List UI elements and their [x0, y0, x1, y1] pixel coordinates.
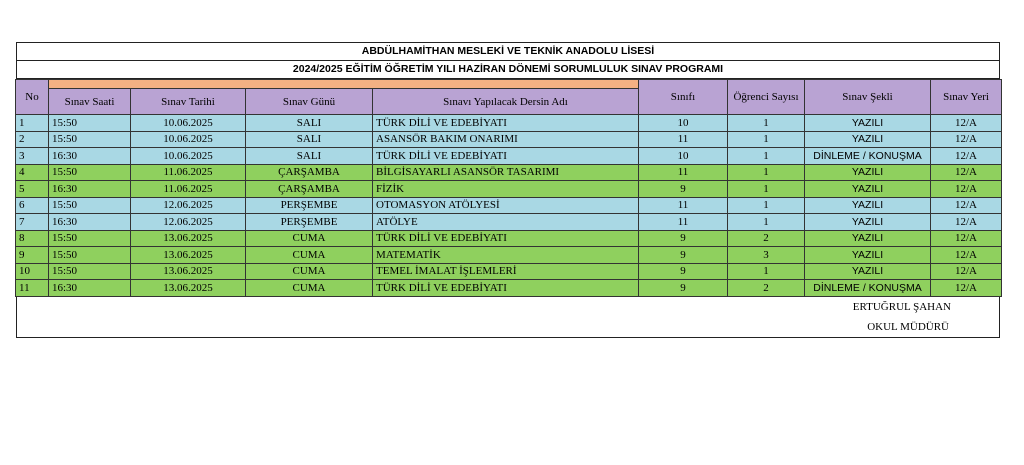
cell-ogrenci: 1 [728, 214, 805, 231]
table-row [16, 280, 1002, 297]
cell-ogrenci: 1 [728, 115, 805, 132]
cell-tarih: 13.06.2025 [131, 280, 246, 297]
cell-saat: 16:30 [49, 214, 131, 231]
table-row [16, 131, 1002, 148]
cell-gun: SALI [246, 148, 373, 165]
cell-gun: PERŞEMBE [246, 197, 373, 214]
cell-sekil: YAZILI [805, 164, 931, 181]
cell-no: 1 [16, 115, 49, 132]
cell-saat: 15:50 [49, 115, 131, 132]
cell-ogrenci: 1 [728, 164, 805, 181]
col-header-ogrenci: Öğrenci Sayısı [728, 80, 805, 115]
cell-ders: TÜRK DİLİ VE EDEBİYATI [373, 148, 639, 165]
cell-no: 10 [16, 263, 49, 280]
col-header-gun: Sınav Günü [246, 89, 373, 115]
cell-ders: ASANSÖR BAKIM ONARIMI [373, 131, 639, 148]
cell-tarih: 13.06.2025 [131, 247, 246, 264]
cell-tarih: 10.06.2025 [131, 148, 246, 165]
cell-sinif: 11 [639, 164, 728, 181]
cell-saat: 16:30 [49, 280, 131, 297]
cell-saat: 15:50 [49, 197, 131, 214]
col-header-no: No [16, 80, 49, 115]
cell-sekil: YAZILI [805, 115, 931, 132]
cell-ogrenci: 3 [728, 247, 805, 264]
cell-yer: 12/A [931, 115, 1002, 132]
cell-sinif: 9 [639, 280, 728, 297]
table-row [16, 164, 1002, 181]
cell-sinif: 9 [639, 263, 728, 280]
cell-saat: 16:30 [49, 148, 131, 165]
cell-yer: 12/A [931, 131, 1002, 148]
cell-sinif: 9 [639, 181, 728, 198]
program-title: 2024/2025 EĞİTİM ÖĞRETİM YILI HAZİRAN DÖNEMİ SORUMLULUK SINAV PROGRAMI [16, 60, 1000, 79]
cell-yer: 12/A [931, 164, 1002, 181]
table-row [16, 230, 1002, 247]
cell-sinif: 11 [639, 131, 728, 148]
cell-saat: 15:50 [49, 131, 131, 148]
cell-sekil: YAZILI [805, 197, 931, 214]
cell-tarih: 12.06.2025 [131, 214, 246, 231]
cell-tarih: 12.06.2025 [131, 197, 246, 214]
cell-tarih: 13.06.2025 [131, 230, 246, 247]
cell-sekil: DİNLEME / KONUŞMA [805, 148, 931, 165]
cell-ders: MATEMATİK [373, 247, 639, 264]
cell-tarih: 13.06.2025 [131, 263, 246, 280]
table-header-row [16, 80, 1002, 89]
cell-no: 5 [16, 181, 49, 198]
cell-yer: 12/A [931, 148, 1002, 165]
cell-ders: BİLGİSAYARLI ASANSÖR TASARIMI [373, 164, 639, 181]
cell-yer: 12/A [931, 230, 1002, 247]
signature-name: ERTUĞRUL ŞAHAN [852, 300, 951, 313]
col-header-yer: Sınav Yeri [931, 80, 1002, 115]
table-row [16, 247, 1002, 264]
cell-sekil: YAZILI [805, 230, 931, 247]
table-row [16, 181, 1002, 198]
table-body [16, 115, 1002, 297]
cell-saat: 15:50 [49, 230, 131, 247]
cell-tarih: 10.06.2025 [131, 131, 246, 148]
cell-gun: SALI [246, 115, 373, 132]
cell-ders: TÜRK DİLİ VE EDEBİYATI [373, 230, 639, 247]
signature-block [16, 297, 1000, 338]
cell-no: 9 [16, 247, 49, 264]
col-header-ders: Sınavı Yapılacak Dersin Adı [373, 89, 639, 115]
cell-ders: ATÖLYE [373, 214, 639, 231]
cell-sinif: 10 [639, 115, 728, 132]
cell-gun: CUMA [246, 230, 373, 247]
cell-no: 3 [16, 148, 49, 165]
cell-gun: CUMA [246, 263, 373, 280]
cell-saat: 16:30 [49, 181, 131, 198]
signature-title: OKUL MÜDÜRÜ [867, 320, 949, 333]
cell-sinif: 9 [639, 247, 728, 264]
cell-no: 8 [16, 230, 49, 247]
cell-no: 7 [16, 214, 49, 231]
cell-saat: 15:50 [49, 247, 131, 264]
cell-ogrenci: 2 [728, 230, 805, 247]
table-row [16, 214, 1002, 231]
table-row [16, 148, 1002, 165]
cell-yer: 12/A [931, 247, 1002, 264]
cell-ogrenci: 1 [728, 263, 805, 280]
cell-sinif: 9 [639, 230, 728, 247]
cell-ogrenci: 1 [728, 197, 805, 214]
school-title: ABDÜLHAMİTHAN MESLEKİ VE TEKNİK ANADOLU LİSESİ [16, 42, 1000, 60]
cell-ogrenci: 1 [728, 131, 805, 148]
cell-no: 6 [16, 197, 49, 214]
cell-no: 2 [16, 131, 49, 148]
cell-tarih: 11.06.2025 [131, 164, 246, 181]
cell-sekil: YAZILI [805, 263, 931, 280]
cell-sinif: 11 [639, 214, 728, 231]
cell-ders: FİZİK [373, 181, 639, 198]
table-row [16, 115, 1002, 132]
cell-gun: CUMA [246, 247, 373, 264]
cell-sinif: 11 [639, 197, 728, 214]
col-header-tarih: Sınav Tarihi [131, 89, 246, 115]
col-header-sekil: Sınav Şekli [805, 80, 931, 115]
cell-sekil: YAZILI [805, 247, 931, 264]
cell-yer: 12/A [931, 214, 1002, 231]
cell-ders: OTOMASYON ATÖLYESİ [373, 197, 639, 214]
cell-no: 11 [16, 280, 49, 297]
table-row [16, 197, 1002, 214]
cell-gun: SALI [246, 131, 373, 148]
cell-saat: 15:50 [49, 263, 131, 280]
cell-yer: 12/A [931, 280, 1002, 297]
cell-tarih: 11.06.2025 [131, 181, 246, 198]
cell-gun: PERŞEMBE [246, 214, 373, 231]
col-header-sinif: Sınıfı [639, 80, 728, 115]
cell-ogrenci: 2 [728, 280, 805, 297]
exam-schedule-sheet [16, 42, 1000, 338]
cell-gun: ÇARŞAMBA [246, 164, 373, 181]
exam-table [15, 79, 1002, 297]
cell-yer: 12/A [931, 181, 1002, 198]
cell-no: 4 [16, 164, 49, 181]
cell-sekil: YAZILI [805, 214, 931, 231]
cell-ders: TÜRK DİLİ VE EDEBİYATI [373, 115, 639, 132]
cell-gun: CUMA [246, 280, 373, 297]
cell-tarih: 10.06.2025 [131, 115, 246, 132]
cell-ogrenci: 1 [728, 148, 805, 165]
cell-sekil: YAZILI [805, 181, 931, 198]
cell-ogrenci: 1 [728, 181, 805, 198]
col-header-saat: Sınav Saati [49, 89, 131, 115]
cell-ders: TEMEL İMALAT İŞLEMLERİ [373, 263, 639, 280]
cell-sinif: 10 [639, 148, 728, 165]
cell-yer: 12/A [931, 197, 1002, 214]
header-orange-band [49, 80, 639, 89]
table-row [16, 263, 1002, 280]
cell-sekil: DİNLEME / KONUŞMA [805, 280, 931, 297]
cell-ders: TÜRK DİLİ VE EDEBİYATI [373, 280, 639, 297]
cell-yer: 12/A [931, 263, 1002, 280]
cell-saat: 15:50 [49, 164, 131, 181]
cell-gun: ÇARŞAMBA [246, 181, 373, 198]
cell-sekil: YAZILI [805, 131, 931, 148]
